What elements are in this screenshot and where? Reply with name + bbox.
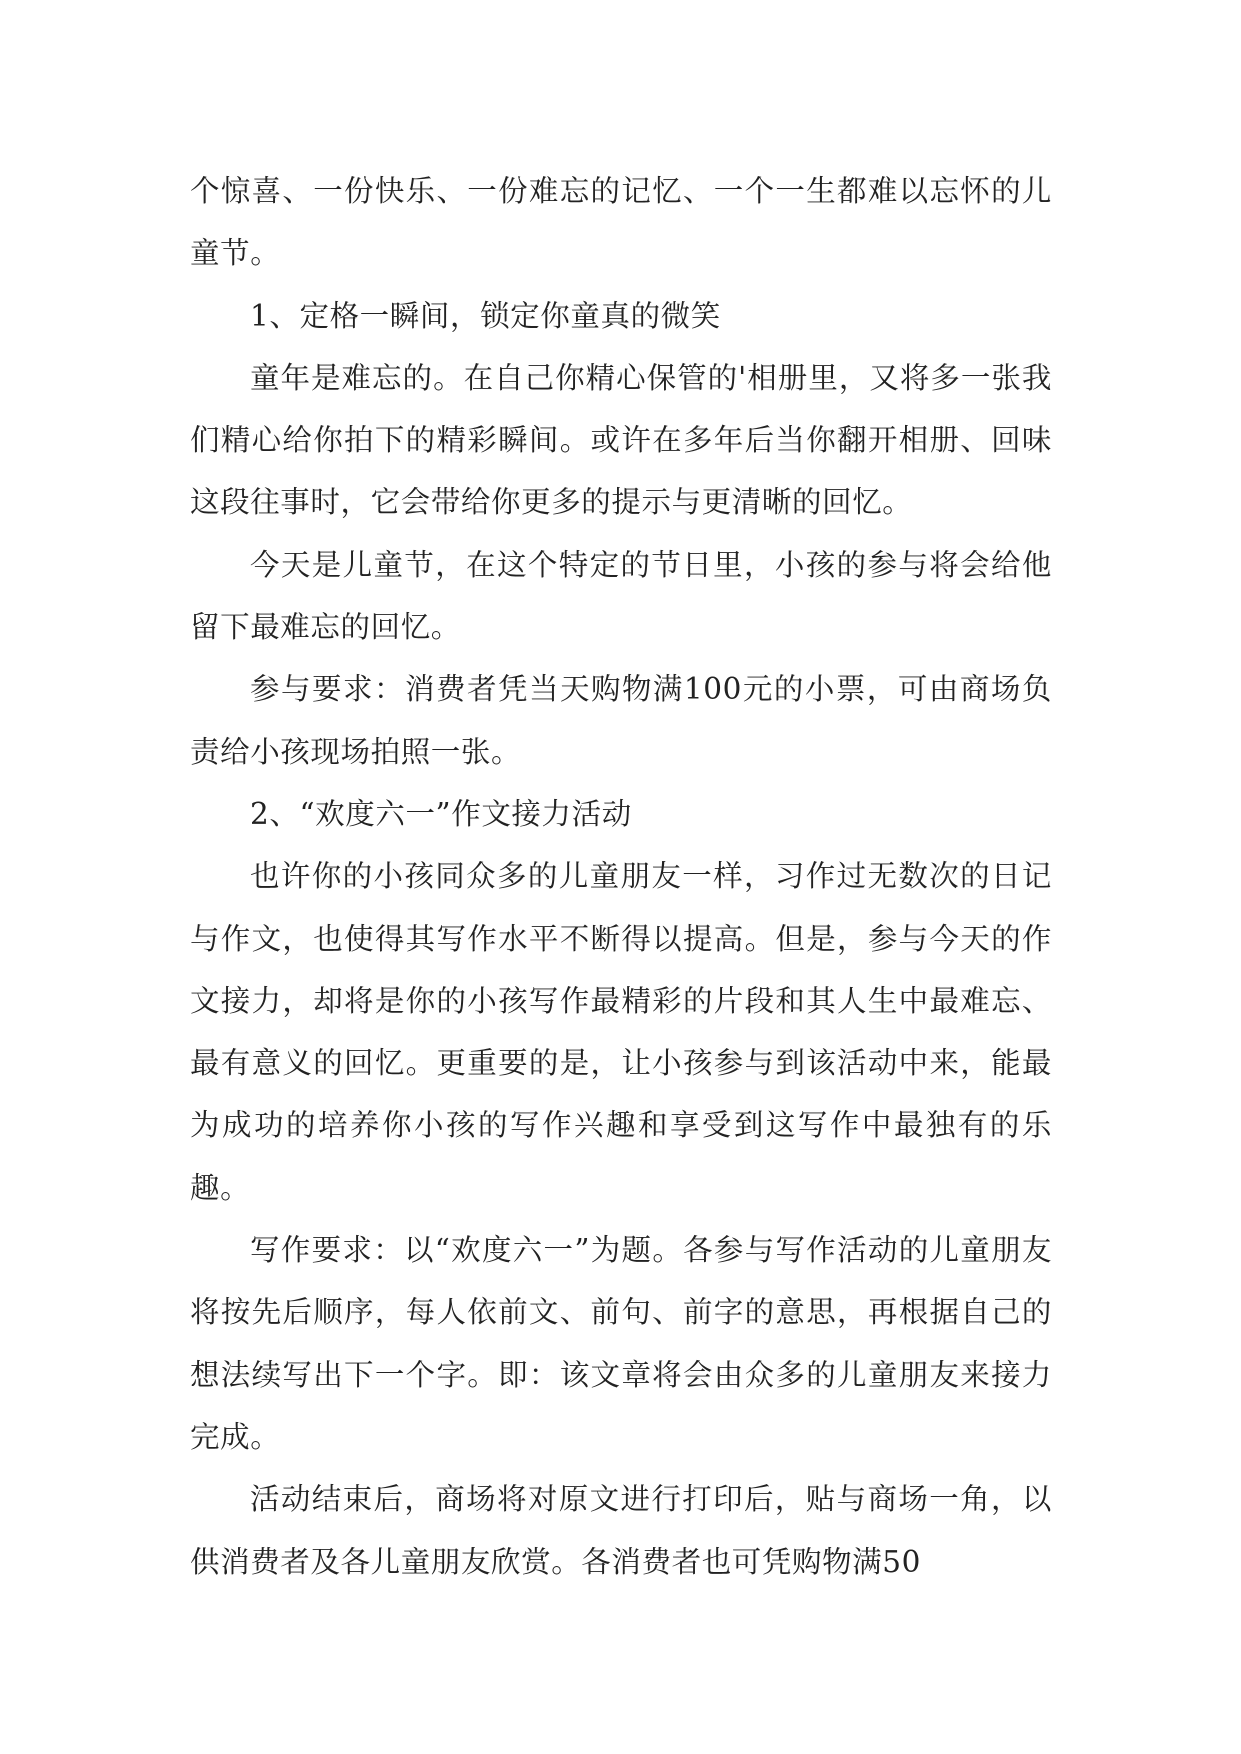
paragraph-writing-intro: 也许你的小孩同众多的儿童朋友一样，习作过无数次的日记与作文，也使得其写作水平不断得以提高。但是，参与今天的作文接力，却将是你的小孩写作最精彩的片段和其人生中最难忘、最有意义的回忆。更重要的是，让小孩参与到该活动中来，能最为成功的培养你小孩的写作兴趣和享受到这写作中最独有的乐趣。 [190, 859, 1052, 1205]
section-heading-1: 1、定格一瞬间，锁定你童真的微笑 [250, 298, 721, 333]
paragraph-childrens-day: 今天是儿童节，在这个特定的节日里，小孩的参与将会给他留下最难忘的回忆。 [190, 547, 1052, 645]
paragraph-writing-requirements: 写作要求：以“欢度六一”为题。各参与写作活动的儿童朋友将按先后顺序，每人依前文、前句、前字的意思，再根据自己的想法续写出下一个字。即：该文章将会由众多的儿童朋友来接力完成。 [190, 1233, 1052, 1454]
document-body [190, 160, 1052, 1593]
paragraph-photo-intro: 童年是难忘的。在自己你精心保管的'相册里，又将多一张我们精心给你拍下的精彩瞬间。或许在多年后当你翻开相册、回味这段往事时，它会带给你更多的提示与更清晰的回忆。 [190, 360, 1052, 520]
paragraph-continuation: 个惊喜、一份快乐、一份难忘的记忆、一个一生都难以忘怀的儿童节。 [190, 174, 1052, 271]
paragraph-photo-requirements: 参与要求：消费者凭当天购物满100元的小票，可由商场负责给小孩现场拍照一张。 [190, 672, 1052, 769]
paragraph-after-activity: 活动结束后，商场将对原文进行打印后，贴与商场一角，以供消费者及各儿童朋友欣赏。各消费者也可凭购物满50 [190, 1482, 1052, 1579]
section-heading-2: 2、“欢度六一”作文接力活动 [250, 796, 632, 831]
